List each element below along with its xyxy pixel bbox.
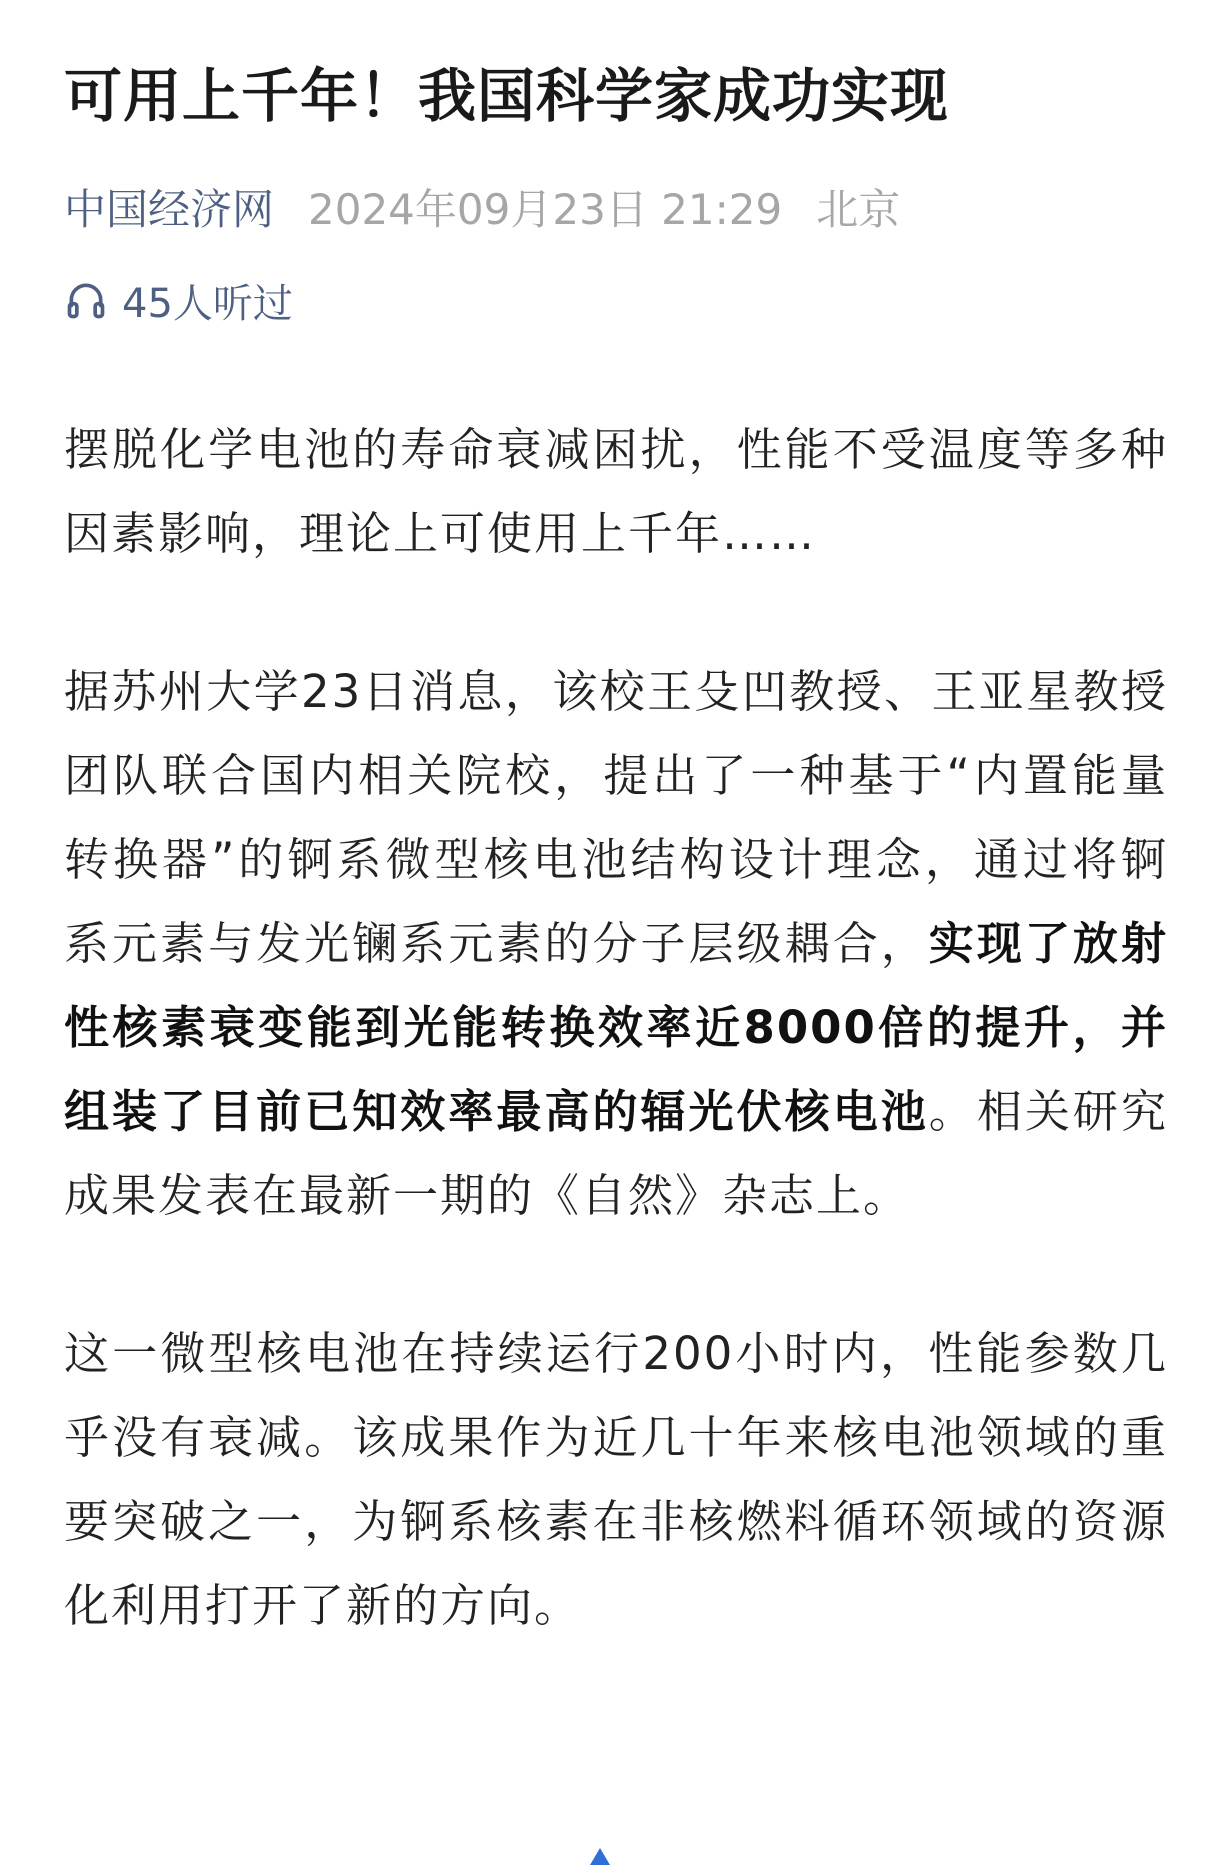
publish-datetime: 2024年09月23日 21:29 (308, 185, 783, 234)
article-body (64, 408, 1168, 1648)
article-title: 可用上千年！我国科学家成功实现 (64, 62, 950, 130)
paragraph-2 (64, 650, 1168, 1238)
paragraph-2-lead: 据苏州大学23日消息，该校王殳凹教授、王亚星教授团队联合国内相关院校，提出了一种基于“内置能量转换器”的锕系微型核电池结构设计理念，通过将锕系元素与发光镧系元素的分子层级耦合， (64, 665, 1168, 970)
partial-logo-icon (590, 1848, 610, 1865)
paragraph-2-tail: 。相关研究成果发表在最新一期的《自然》杂志上。 (64, 1085, 1168, 1222)
paragraph-2-highlight: 实现了放射性核素衰变能到光能转换效率近8000倍的提升，并组装了目前已知效率最高的辐光伏核电池 (64, 917, 1168, 1138)
listen-count[interactable] (64, 272, 1168, 328)
publish-location: 北京 (816, 185, 901, 234)
source-link[interactable]: 中国经济网 (64, 185, 275, 234)
headphones-icon (64, 278, 108, 322)
listen-count-label: 45人听过 (122, 280, 293, 327)
paragraph-3: 这一微型核电池在持续运行200小时内，性能参数几乎没有衰减。该成果作为近几十年来核电池领域的重要突破之一，为锕系核素在非核燃料循环领域的资源化利用打开了新的方向。 (64, 1327, 1168, 1632)
paragraph-1: 摆脱化学电池的寿命衰减困扰，性能不受温度等多种因素影响，理论上可使用上千年…… (64, 423, 1168, 560)
article-meta (64, 182, 1168, 238)
article-container (64, 0, 1168, 1722)
